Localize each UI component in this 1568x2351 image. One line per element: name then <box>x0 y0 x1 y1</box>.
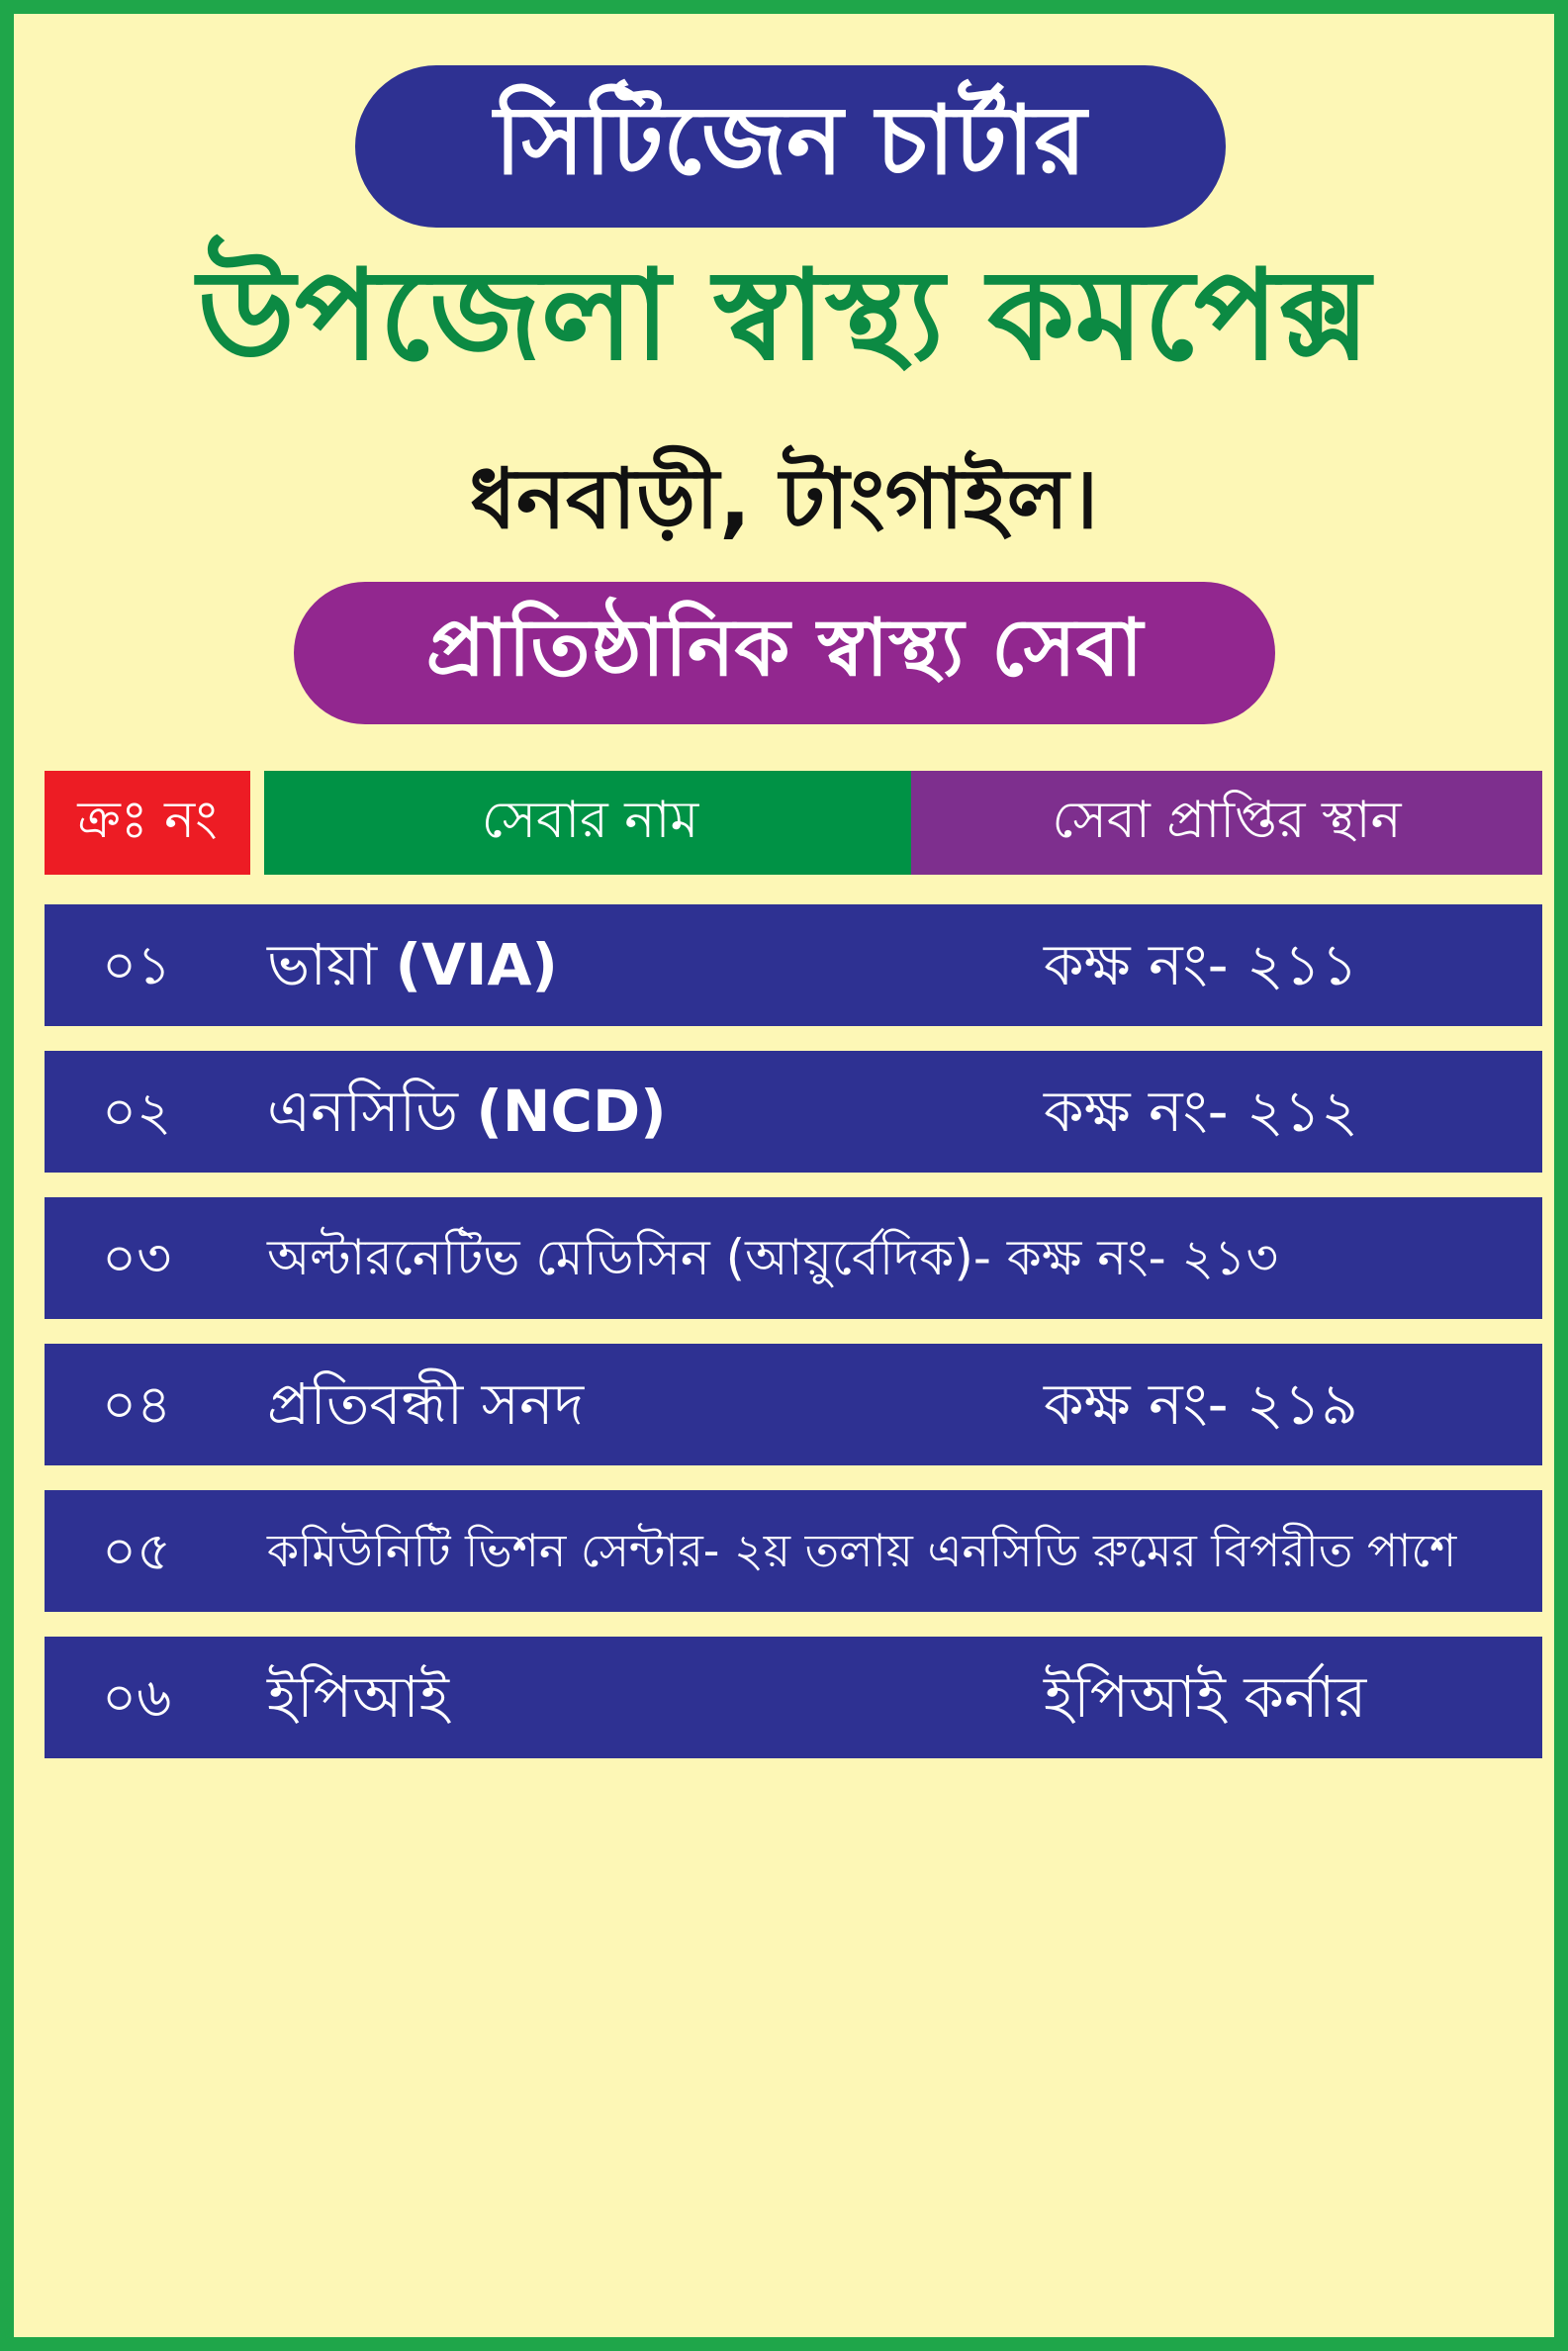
table-header-place <box>911 771 1542 875</box>
charter-title: সিটিজেন চার্টার <box>494 84 1087 196</box>
table-row <box>45 1051 1542 1173</box>
row-number: ০১ <box>102 934 172 996</box>
service-name <box>267 904 558 1026</box>
organization-name: উপজেলা স্বাস্থ্য কমপেক্স <box>197 242 1371 388</box>
table-header-service <box>264 771 916 875</box>
section-title: প্রাতিষ্ঠানিক স্বাস্থ্য সেবা <box>425 602 1144 694</box>
table-row <box>45 1344 1542 1465</box>
service-place: কক্ষ নং- ২১১ <box>1044 931 1358 998</box>
table-row <box>45 1197 1542 1319</box>
charter-title-banner <box>355 65 1226 228</box>
location-text: ধনবাড়ী, টাংগাইল। <box>469 450 1099 547</box>
service-name-and-place: অল্টারনেটিভ মেডিসিন (আয়ুর্বেদিক)- কক্ষ নং- ২১৩ <box>267 1229 1278 1286</box>
service-name-and-place: কমিউনিটি ভিশন সেন্টার- ২য় তলায় এনসিডি রুমের বিপরীত পাশে <box>267 1524 1457 1577</box>
service-name: ইপিআই <box>267 1663 449 1731</box>
table-row <box>45 1490 1542 1612</box>
section-title-banner <box>294 582 1275 724</box>
header-place-label: সেবা প্রাপ্তির স্থান <box>1052 791 1402 850</box>
service-name-text: ভায়া <box>267 931 378 998</box>
row-number: ০৬ <box>102 1666 172 1729</box>
row-number: ০৫ <box>102 1520 172 1582</box>
service-name: প্রতিবন্ধী সনদ <box>267 1370 585 1438</box>
service-place: কক্ষ নং- ২১২ <box>1044 1078 1359 1145</box>
service-name-text: এনসিডি <box>267 1078 458 1145</box>
row-number: ০৩ <box>102 1227 172 1289</box>
row-number: ০২ <box>102 1081 172 1143</box>
service-place: কক্ষ নং- ২১৯ <box>1044 1370 1358 1438</box>
service-name <box>267 1051 667 1173</box>
service-place: ইপিআই কর্নার <box>1044 1663 1367 1731</box>
service-code: (VIA) <box>395 931 558 998</box>
service-code: (NCD) <box>476 1078 667 1145</box>
table-row <box>45 1637 1542 1758</box>
header-service-label: সেবার নাম <box>481 791 699 850</box>
table-header-serial <box>45 771 250 875</box>
header-serial-label: ক্রঃ নং <box>77 791 218 850</box>
row-number: ০৪ <box>102 1373 172 1436</box>
table-row <box>45 904 1542 1026</box>
